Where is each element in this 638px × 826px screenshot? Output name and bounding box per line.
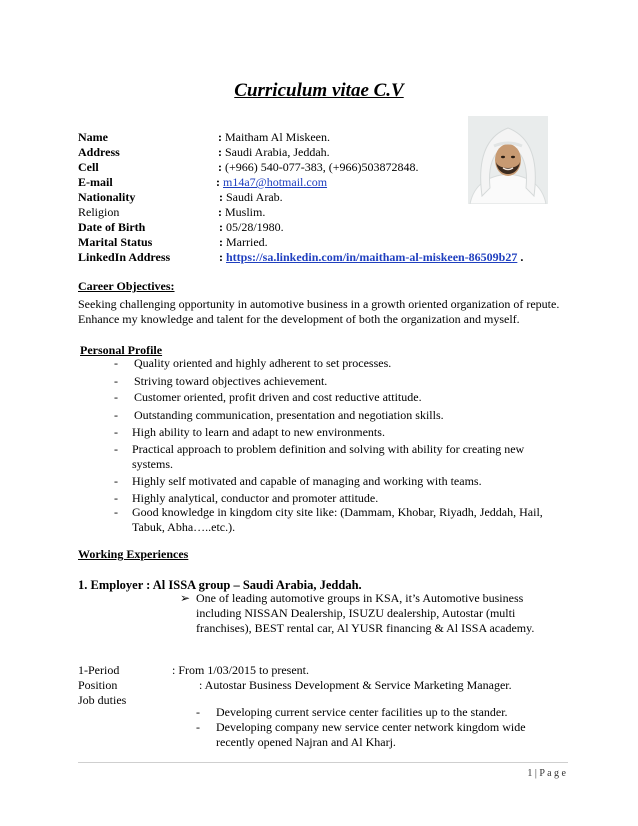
career-heading: Career Objectives: <box>78 279 175 293</box>
info-value-religion: : Muslim. <box>218 205 266 219</box>
info-label-cell: Cell <box>78 160 99 174</box>
period-label: 1-Period <box>78 663 120 677</box>
info-value-address: : Saudi Arabia, Jeddah. <box>218 145 330 159</box>
info-value-text: Muslim. <box>222 205 266 219</box>
info-value-email: : m14a7@hotmail.com <box>216 175 328 189</box>
page-number: 1 | P a g e <box>527 768 566 779</box>
info-label-email: E-mail <box>78 175 113 189</box>
arrow-bullet-icon: ➢ <box>180 591 191 605</box>
duties-label: Job duties <box>78 693 127 707</box>
info-value-name: : Maitham Al Miskeen. <box>218 130 330 144</box>
info-value-text: (+966) 540-077-383, (+966)503872848. <box>222 160 419 174</box>
info-label-nationality: Nationality <box>78 190 136 204</box>
info-value-dob: : 05/28/1980. <box>219 220 284 234</box>
profile-photo-drawing <box>468 116 548 204</box>
info-value-text: Saudi Arabia, Jeddah. <box>222 145 330 159</box>
info-value-cell: : (+966) 540-077-383, (+966)503872848. <box>218 160 419 174</box>
info-label-address: Address <box>78 145 120 159</box>
work-heading: Working Experiences <box>78 547 189 561</box>
info-label-name: Name <box>78 130 108 144</box>
position-label: Position <box>78 678 118 692</box>
profile-heading: Personal Profile <box>80 343 163 357</box>
info-value-linkedin: : https://sa.linkedin.com/in/maitham-al-miskeen-86509b27 . <box>219 250 524 264</box>
info-value-nationality: : Saudi Arab. <box>219 190 283 204</box>
document-title: Curriculum vitae C.V <box>234 80 404 101</box>
info-value-marital: : Married. <box>219 235 268 249</box>
info-value-text: Maitham Al Miskeen. <box>222 130 330 144</box>
position-value: : Autostar Business Development & Service Marketing Manager. <box>199 678 512 692</box>
profile-photo <box>468 116 548 204</box>
linkedin-link[interactable]: https://sa.linkedin.com/in/maitham-al-miskeen-86509b27 <box>226 250 518 264</box>
career-text: Seeking challenging opportunity in automotive business in a growth oriented organization of repute. Enhance my knowledge and talent for the development of both the organization and myself. <box>78 297 560 326</box>
info-label-dob: Date of Birth <box>78 220 146 234</box>
info-label-marital: Marital Status <box>78 235 153 249</box>
employer-line: 1. Employer : Al ISSA group – Saudi Arabia, Jeddah. <box>78 578 362 592</box>
info-value-text: 05/28/1980. <box>223 220 284 234</box>
info-value-text: Married. <box>223 235 268 249</box>
cv-page: Curriculum vitae C.V Name : Maitham Al Miskeen. Address : Saudi Arabia, Jeddah. Cell : (+966) 540-077-383, (+966)503872848. E-mail : m14a7@hotmail.com Nationality : Saudi Arab. Religion : Muslim. Date of Birth : 05/28/1980. Marital Status : Married. LinkedIn Address : https://sa.linkedin.com/in/maitham-al-miskeen-86509b27 . Career Objectives: Seeking challenging opportunity in automotive business in a growth oriented organization of repute. Enhance my knowledge and talent for the development of both the organization and myself. Personal Profile - Quality oriented and highly adherent to set processes. - Striving toward objectives achievement. - Customer oriented, profit driven and cost reductive attitude. - Outstanding communication, presentation and negotiation skills. - High ability to learn and adapt to new environments. - Practical approach to problem definition and solving with ability for creating new systems. - Highly self motivated and capable of managing and working with teams. - Highly analytical, conductor and promoter attitude. - Good knowledge in kingdom city site like: (Dammam, Khobar, Riyadh, Jeddah, Hail, Tabuk, Abha…..etc.). Working Experiences 1. Employer : Al ISSA group – Saudi Arabia, Jeddah. ➢ One of leading automotive groups in KSA, it’s Automotive business including NISSAN Dealership, ISUZU dealership, Autostar (multi franchises), BEST rental car, Al YUSR financing & Al ISSA academy. 1-Period : From 1/03/2015 to present. Position : Autostar Business Development & Service Marketing Manager. Job duties - Developing current service center facilities up to the stander. - Developing company new service center network kingdom wide recently opened Najran and Al Kharj. 1 | P a g e <box>0 0 638 826</box>
info-label-religion: Religion <box>78 205 120 219</box>
period-value: : From 1/03/2015 to present. <box>172 663 309 677</box>
email-link[interactable]: m14a7@hotmail.com <box>223 175 328 189</box>
info-label-linkedin: LinkedIn Address <box>78 250 171 264</box>
footer-divider <box>78 762 568 763</box>
info-value-text: Saudi Arab. <box>223 190 283 204</box>
